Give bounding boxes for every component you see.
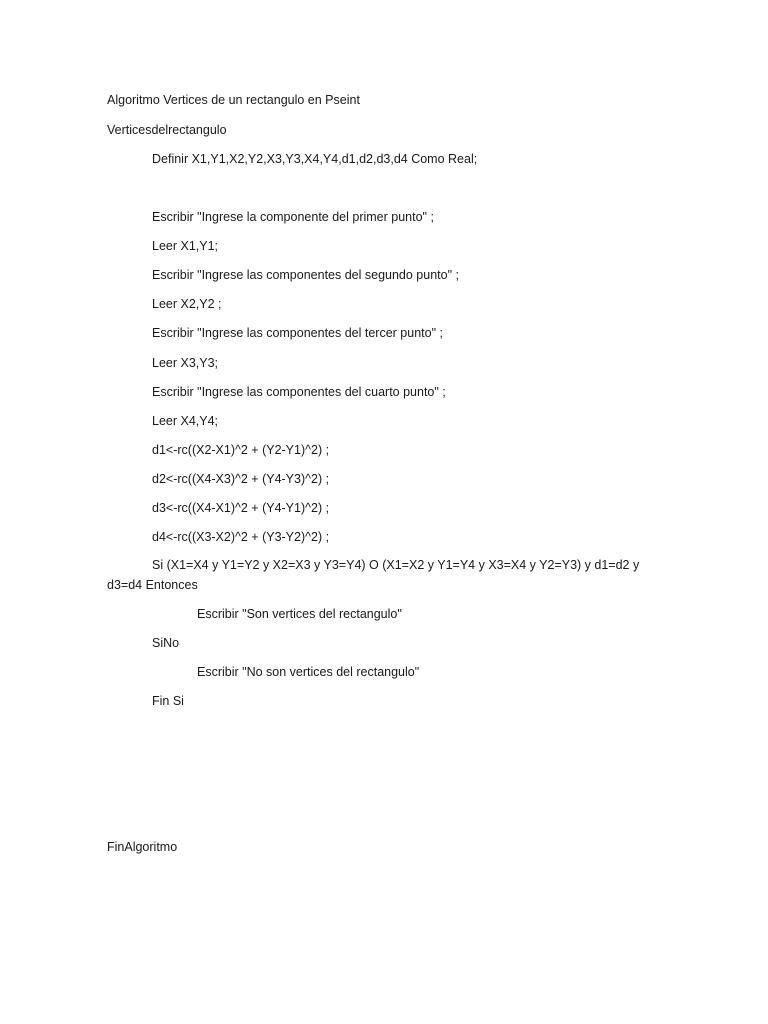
code-line-d1: d1<-rc((X2-X1)^2 + (Y2-Y1)^2) ; [152,443,330,457]
code-line-finalgoritmo: FinAlgoritmo [107,840,178,854]
code-line-leer-3: Leer X3,Y3; [152,356,219,370]
code-line-leer-2: Leer X2,Y2 ; [152,297,222,311]
code-line-d3: d3<-rc((X4-X1)^2 + (Y4-Y1)^2) ; [152,501,330,515]
algorithm-title: Algoritmo Vertices de un rectangulo en Pseint [107,93,360,107]
code-line-escribir-3: Escribir "Ingrese las componentes del tercer punto" ; [152,326,443,340]
code-line-escribir-sino: Escribir "No son vertices del rectangulo" [197,665,420,679]
code-line-definir: Definir X1,Y1,X2,Y2,X3,Y3,X4,Y4,d1,d2,d3,d4 Como Real; [152,152,478,166]
code-line-escribir-2: Escribir "Ingrese las componentes del segundo punto" ; [152,268,459,282]
code-line-d2: d2<-rc((X4-X3)^2 + (Y4-Y3)^2) ; [152,472,330,486]
code-line-escribir-si: Escribir "Son vertices del rectangulo" [197,607,402,621]
code-line-si: Si (X1=X4 y Y1=Y2 y X2=X3 y Y3=Y4) O (X1=X2 y Y1=Y4 y X3=X4 y Y2=Y3) y d1=d2 y d3=d4 Entonces [107,558,640,592]
code-line-escribir-1: Escribir "Ingrese la componente del primer punto" ; [152,210,434,224]
code-line-d4: d4<-rc((X3-X2)^2 + (Y3-Y2)^2) ; [152,530,330,544]
code-line-leer-4: Leer X4,Y4; [152,414,219,428]
code-line-finsi: Fin Si [152,694,184,708]
algorithm-name: Verticesdelrectangulo [107,123,227,137]
code-line-sino: SiNo [152,636,180,650]
code-line-leer-1: Leer X1,Y1; [152,239,219,253]
code-line-escribir-4: Escribir "Ingrese las componentes del cuarto punto" ; [152,385,446,399]
